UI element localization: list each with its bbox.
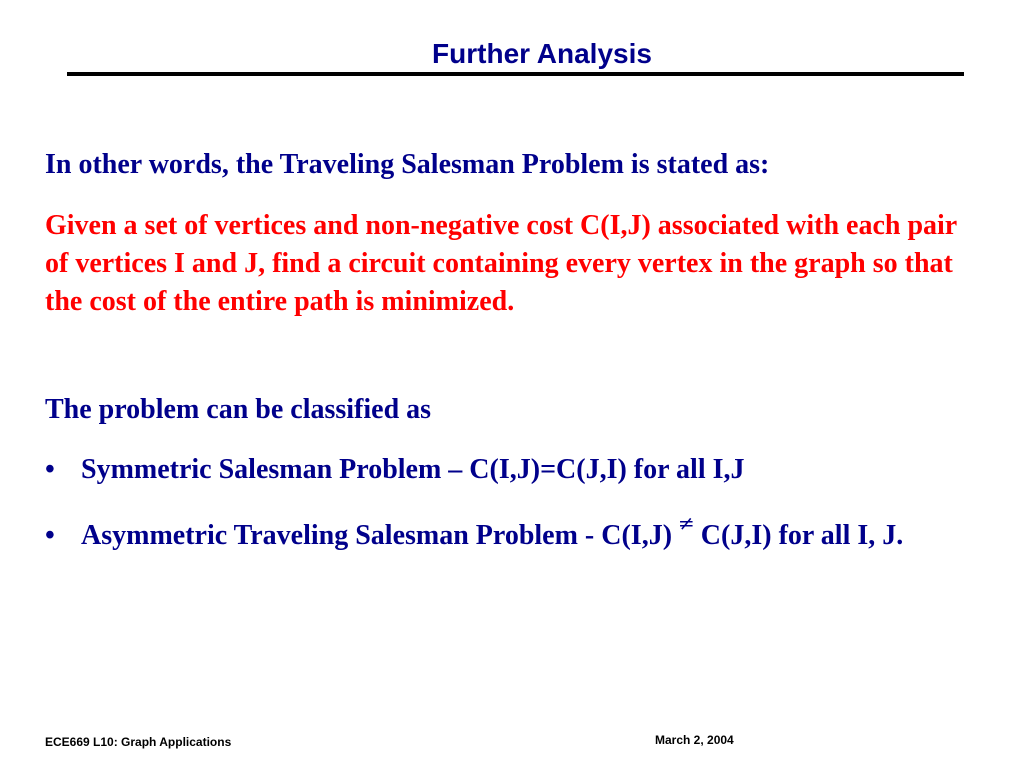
- not-equal-symbol: ≠: [678, 511, 695, 535]
- bullet-symmetric: [45, 451, 985, 489]
- intro-statement: In other words, the Traveling Salesman Problem is stated as:: [45, 149, 770, 180]
- bullet-asymmetric-text-after: C(J,I) for all I, J.: [700, 520, 904, 551]
- bullet-marker: •: [45, 520, 55, 551]
- classification-heading: The problem can be classified as: [45, 394, 432, 425]
- bullet-asymmetric-text-before: Asymmetric Traveling Salesman Problem - C(I,J): [81, 520, 673, 551]
- slide-title: Further Analysis: [432, 38, 652, 69]
- bullet-marker: •: [45, 454, 55, 485]
- footer-course-label: ECE669 L10: Graph Applications: [45, 735, 232, 749]
- title-underline-rule: [67, 72, 964, 76]
- bullet-symmetric-text: Symmetric Salesman Problem – C(I,J)=C(J,I) for all I,J: [81, 454, 745, 485]
- footer-date: March 2, 2004: [655, 733, 734, 747]
- problem-definition: Given a set of vertices and non-negative cost C(I,J) associated with each pair of vertices I and J, find a circuit containing every vertex in the graph so that the cost of the entire path is minimized.: [45, 210, 957, 317]
- bullet-asymmetric: [45, 511, 985, 556]
